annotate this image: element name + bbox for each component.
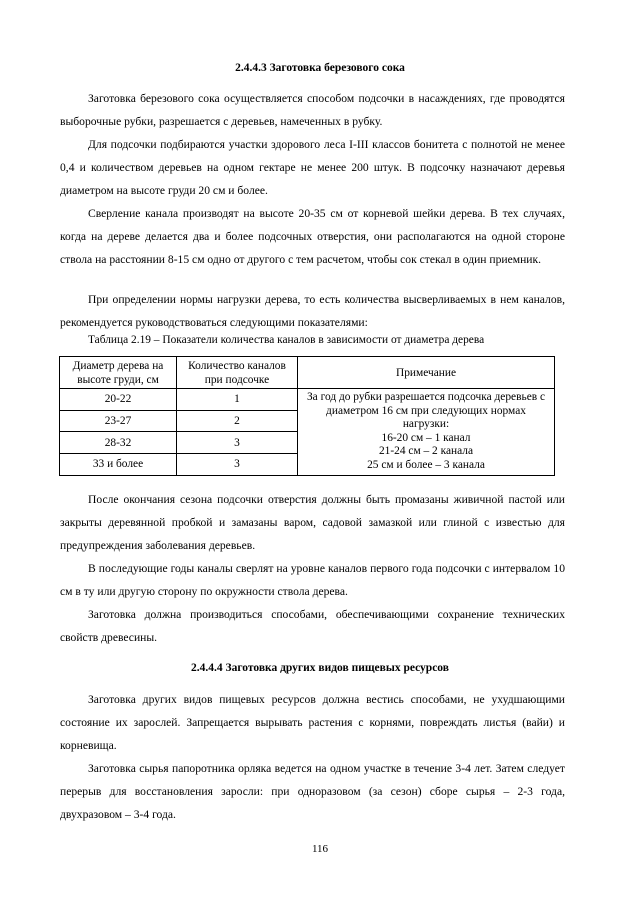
table-caption: Таблица 2.19 – Показатели количества каналов в зависимости от диаметра дерева bbox=[88, 334, 485, 346]
cell-channels: 3 bbox=[177, 453, 298, 475]
paragraph: Для подсочки подбираются участки здорового леса I-III классов бонитета с полнотой не менее 0,4 и количеством деревьев на одном гектаре не менее 200 штук. В подсочку назначают деревья диаметром на высоте груди 20 см и более. bbox=[60, 138, 565, 197]
cell-note bbox=[298, 389, 555, 476]
channels-table bbox=[59, 356, 555, 476]
paragraph: Сверление канала производят на высоте 20-35 см от корневой шейки дерева. В тех случаях, когда на дереве делается два и более подсочных отверстия, они располагаются на одной стороне ствола на расстоянии 8-15 см одно от другого с тем расчетом, чтобы сок стекал в один приемник. bbox=[60, 207, 565, 266]
cell-channels: 1 bbox=[177, 389, 298, 411]
header-note: Примечание bbox=[298, 357, 555, 389]
paragraph: После окончания сезона подсочки отверстия должны быть промазаны живичной пастой или закрыты деревянной пробкой и замазаны варом, садовой замазкой или глиной с известью для предупреждения заболевания деревьев. bbox=[60, 493, 565, 552]
paragraph: Заготовка березового сока осуществляется способом подсочки в насаждениях, где проводятся выборочные рубки, разрешается с деревьев, намеченных в рубку. bbox=[60, 92, 565, 128]
note-line: 16-20 см – 1 канал bbox=[381, 431, 471, 444]
note-intro: За год до рубки разрешается подсочка деревьев с диаметром 16 см при следующих нормах нагрузки: bbox=[306, 391, 546, 431]
note-line: 25 см и более – 3 канала bbox=[367, 458, 485, 471]
table-header-row bbox=[60, 357, 555, 389]
section-heading-other-food-resources: 2.4.4.4 Заготовка других видов пищевых ресурсов bbox=[191, 662, 449, 674]
header-diameter: Диаметр дерева на высоте груди, см bbox=[60, 357, 177, 389]
cell-diameter: 33 и более bbox=[60, 453, 177, 475]
cell-channels: 2 bbox=[177, 410, 298, 432]
paragraph: Заготовка сырья папоротника орляка ведется на одном участке в течение 3-4 лет. Затем следует перерыв для восстановления заросли: при одноразовом (за сезон) сборе сырья – 2-3 года, двухразовом – 3-4 года. bbox=[60, 762, 565, 821]
cell-channels: 3 bbox=[177, 432, 298, 454]
cell-diameter: 20-22 bbox=[60, 389, 177, 411]
section-heading-birch-sap: 2.4.4.3 Заготовка березового сока bbox=[235, 62, 405, 74]
paragraph: Заготовка должна производиться способами, обеспечивающими сохранение технических свойств древесины. bbox=[60, 608, 565, 644]
page-number: 116 bbox=[311, 843, 329, 855]
note-line: 21-24 см – 2 канала bbox=[378, 445, 474, 458]
paragraph: Заготовка других видов пищевых ресурсов должна вестись способами, не ухудшающими состояние их зарослей. Запрещается вырывать растения с корнями, повреждать листья (вайи) и корневища. bbox=[60, 693, 565, 752]
paragraph: При определении нормы нагрузки дерева, то есть количества высверливаемых в нем каналов, рекомендуется руководствоваться следующими показателями: bbox=[60, 293, 565, 329]
cell-diameter: 28-32 bbox=[60, 432, 177, 454]
table-row bbox=[60, 389, 555, 411]
paragraph: В последующие годы каналы сверлят на уровне каналов первого года подсочки с интервалом 10 см в ту или другую сторону по окружности ствола дерева. bbox=[60, 562, 565, 598]
cell-diameter: 23-27 bbox=[60, 410, 177, 432]
header-channels: Количество каналов при подсочке bbox=[177, 357, 298, 389]
